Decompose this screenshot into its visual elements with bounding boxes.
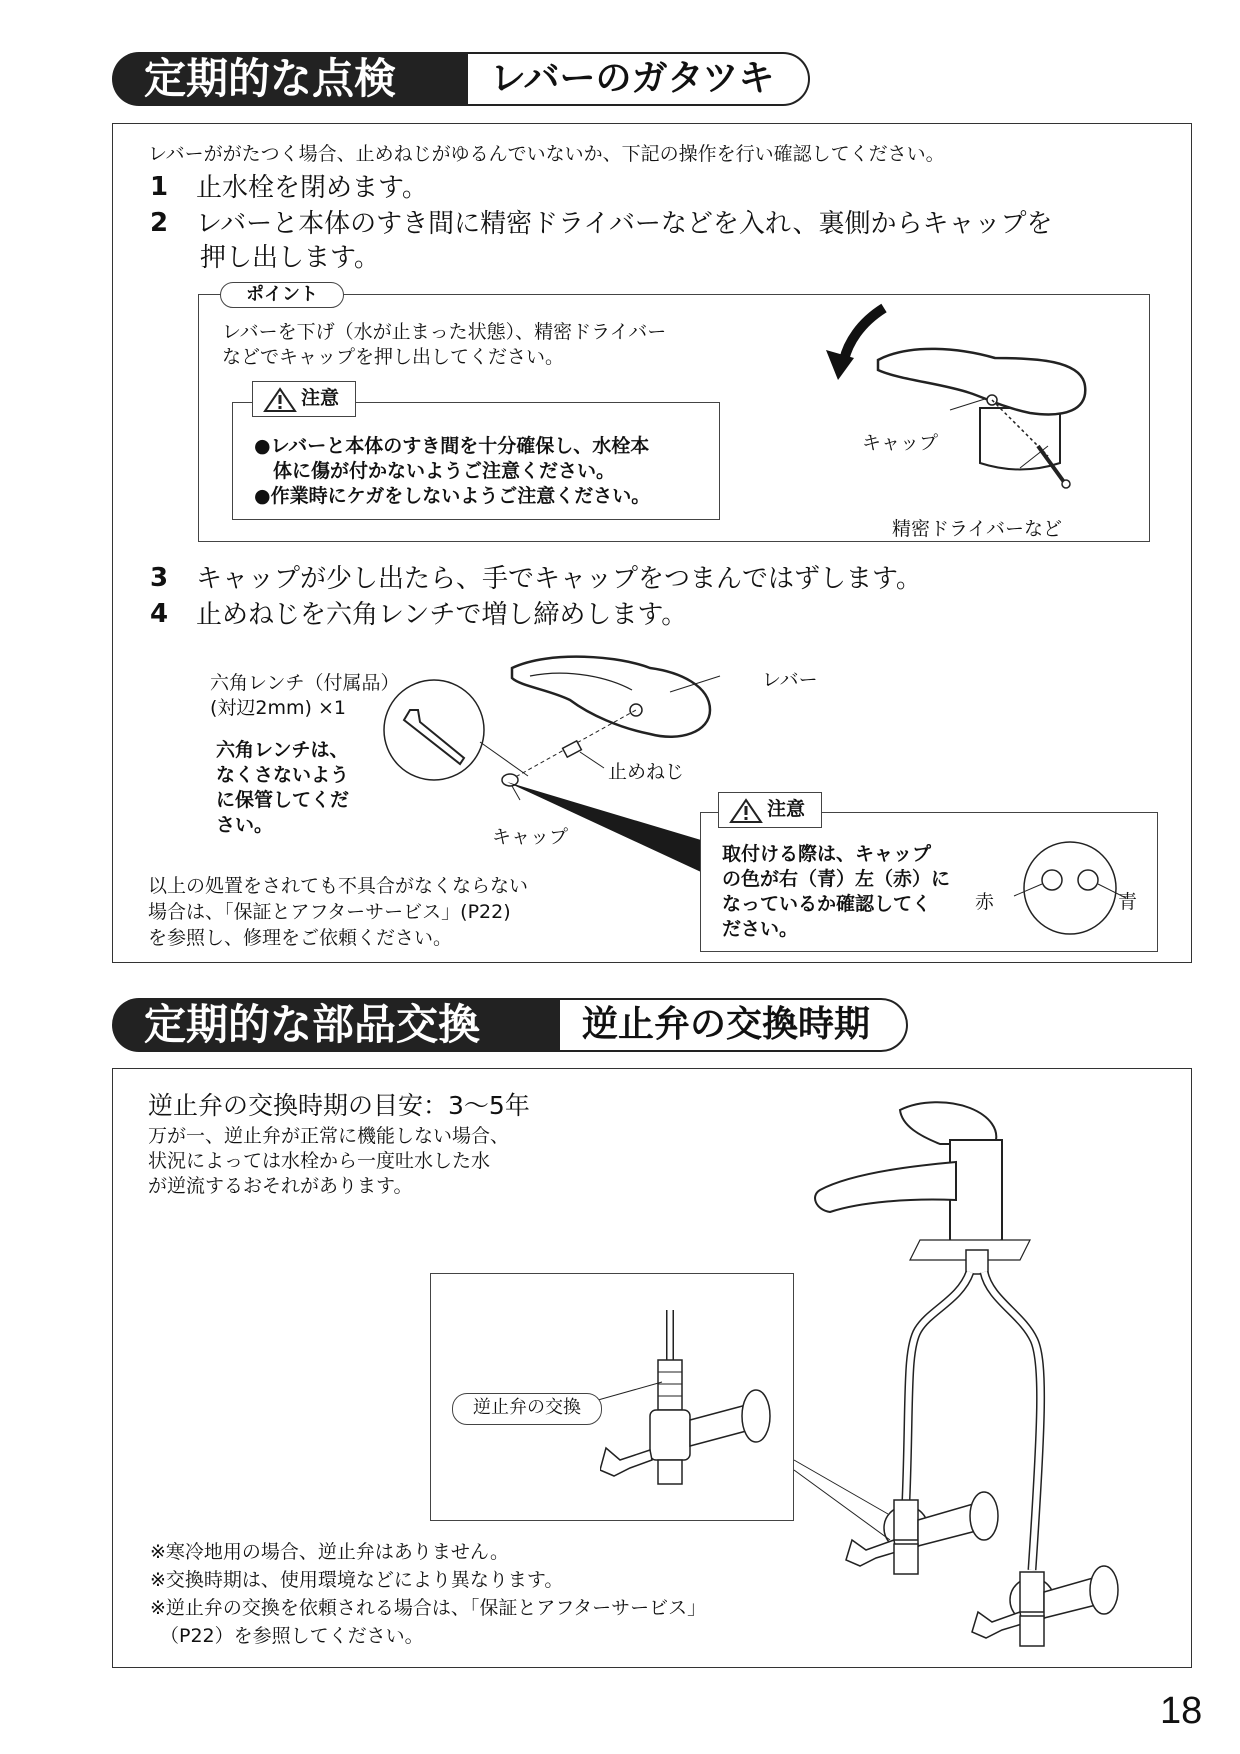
cap-label: キャップ xyxy=(492,826,569,848)
section2-desc-line1: 万が一、逆止弁が正常に機能しない場合、 xyxy=(148,1125,510,1147)
step-3-text: キャップが少し出たら、手でキャップをつまんではずします。 xyxy=(196,564,922,594)
wrench-note-line4: さい。 xyxy=(216,814,274,836)
section2-title: 定期的な部品交換 xyxy=(112,998,560,1052)
wrench-note-line3: に保管してくだ xyxy=(216,789,350,811)
wrench-label-2: (対辺2mm) ×1 xyxy=(210,697,346,719)
point-label: ポイント xyxy=(220,282,344,308)
step-4-text: 止めねじを六角レンチで増し締めします。 xyxy=(196,600,688,630)
section1-intro: レバーががたつく場合、止めねじがゆるんでいないか、下記の操作を行い確認してください。 xyxy=(148,143,945,165)
caution-2-line1: 取付ける際は、キャップ xyxy=(722,843,932,865)
point-text-line2: などでキャップを押し出してください。 xyxy=(222,346,565,368)
wrench-note-line2: なくさないよう xyxy=(216,764,350,786)
point-text-line1: レバーを下げ（水が止まった状態）、精密ドライバー xyxy=(222,321,667,343)
step-1-text: 止水栓を閉めます。 xyxy=(196,173,428,203)
lever-driver-illustration xyxy=(820,298,1110,498)
inset-leader xyxy=(598,1378,668,1408)
section2-note-2: ※交換時期は、使用環境などにより異なります。 xyxy=(150,1569,564,1591)
step-2-text-cont: 押し出します。 xyxy=(200,243,380,273)
caution-1-line3: ●作業時にケガをしないようご注意ください。 xyxy=(254,485,651,507)
step-2-text: レバーと本体のすき間に精密ドライバーなどを入れ、裏側からキャップを xyxy=(196,209,1053,239)
cap-color-diagram xyxy=(1010,838,1130,938)
section2-subtitle: 逆止弁の交換時期 xyxy=(560,998,908,1052)
section1-title: 定期的な点検 xyxy=(112,52,468,106)
wrench-note-line1: 六角レンチは、 xyxy=(216,739,349,761)
section1-subtitle: レバーのガタツキ xyxy=(468,52,810,106)
caution-2-label: 注意 xyxy=(767,798,806,820)
caution-1-label: 注意 xyxy=(301,387,340,409)
warning-icon xyxy=(729,798,763,824)
check-valve-label: 逆止弁の交換 xyxy=(452,1393,602,1425)
page-number: 18 xyxy=(1160,1690,1203,1732)
step-3-number: 3 xyxy=(150,563,169,593)
caution-1-line1: ●レバーと本体のすき間を十分確保し、水栓本 xyxy=(254,435,650,457)
caution-tab-1 xyxy=(252,381,356,417)
section2-desc-line2: 状況によっては水栓から一度吐水した水 xyxy=(148,1150,491,1172)
warning-icon xyxy=(263,387,297,413)
step-2-number: 2 xyxy=(150,208,169,238)
caution-2-line2: の色が右（青）左（赤）に xyxy=(722,868,951,890)
section1-footer-line3: を参照し、修理をご依頼ください。 xyxy=(148,927,453,949)
section2-note-1: ※寒冷地用の場合、逆止弁はありません。 xyxy=(150,1541,510,1563)
section2-heading: 逆止弁の交換時期の目安：3～5年 xyxy=(148,1091,530,1120)
lever-label: レバー xyxy=(762,669,818,691)
section1-footer-line1: 以上の処置をされても不具合がなくならない xyxy=(148,875,529,897)
caution-1-line2: 体に傷が付かないようご注意ください。 xyxy=(254,460,616,482)
section2-header xyxy=(112,998,912,1052)
section2-note-3: ※逆止弁の交換を依頼される場合は、「保証とアフターサービス」 xyxy=(150,1597,707,1619)
caution-2-line3: なっているか確認してく xyxy=(722,893,932,915)
faucet-illustration xyxy=(770,1100,1150,1660)
caution-2-line4: ださい。 xyxy=(722,918,799,940)
fig1-driver-label: 精密ドライバーなど xyxy=(892,518,1063,540)
screw-label: 止めねじ xyxy=(608,761,685,783)
red-label: 赤 xyxy=(975,891,995,913)
fig1-cap-label: キャップ xyxy=(862,432,939,454)
step-1-number: 1 xyxy=(150,172,169,202)
blue-label: 青 xyxy=(1118,891,1138,913)
section1-header xyxy=(112,52,812,106)
section2-note-4: （P22）を参照してください。 xyxy=(160,1625,424,1647)
caution-tab-2 xyxy=(718,792,822,828)
section2-desc-line3: が逆流するおそれがあります。 xyxy=(148,1175,413,1197)
step-4-number: 4 xyxy=(150,599,169,629)
section1-footer-line2: 場合は、「保証とアフターサービス」(P22) xyxy=(148,901,511,923)
wrench-label-1: 六角レンチ（付属品） xyxy=(210,672,400,694)
